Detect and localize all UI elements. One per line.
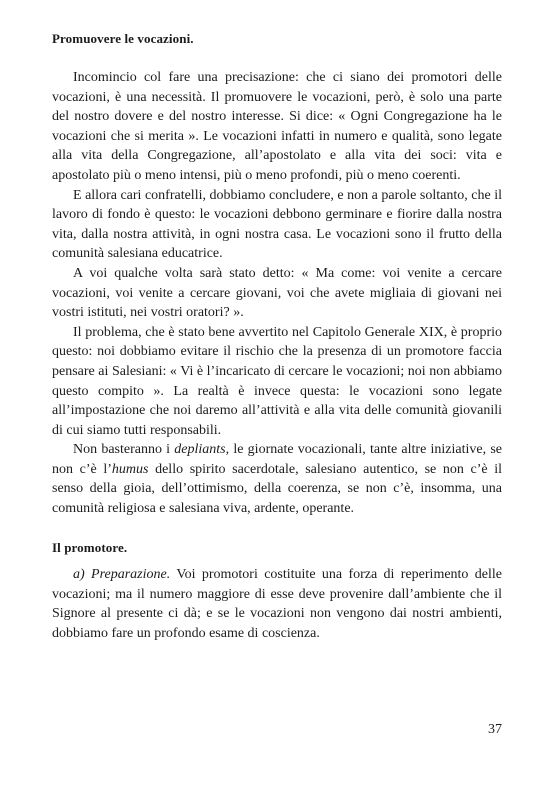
book-page	[52, 0, 502, 794]
paragraph: Incomincio col fare una precisazione: che ci siano dei promotori delle vocazioni, è una necessità. Il promuovere le vocazioni, però, è solo una parte del nostro dovere e del nostro interesse. Si dice: « Ogni Congregazione ha le vocazioni che si merita ». Le vocazioni infatti in numero e qualità, sono legate alla vita della Congregazione, all’apostolato e alla vita dei soci: vita e apostolato più o meno intensi, più o meno profondi, più o meno coerenti.	[52, 70, 502, 183]
section-body-promuovere	[52, 68, 502, 519]
section-heading-promotore: Il promotore.	[52, 540, 128, 555]
text-run: Non basteranno i	[73, 442, 175, 458]
page-number: 37	[488, 722, 502, 737]
paragraph	[52, 440, 502, 518]
paragraph: E allora cari confratelli, dobbiamo concludere, e non a parole soltanto, che il lavoro di fondo è questo: le vocazioni debbono germinare e fiorire dalla nostra vita, dalla nostra attività, in ogni nostra casa. Le vocazioni sono il frutto della comunità salesiana educatrice.	[52, 187, 502, 262]
text-run: dello spirito sacerdotale, salesiano autentico, se non c’è il senso della gioia, dell’ottimismo, della coerenza, se non c’è, insomma, una comunità religiosa e salesiana viva, ardente, operante.	[52, 461, 502, 517]
paragraph	[52, 565, 502, 643]
text-run: , le giornate vocazionali, tante altre iniziative, se non c’è l’	[52, 442, 502, 477]
italic-term-depliants: depliants	[174, 442, 226, 458]
italic-term-humus: humus	[111, 461, 149, 477]
subsection-label-preparazione: a) Preparazione.	[73, 567, 171, 582]
section-heading-promuovere: Promuovere le vocazioni.	[52, 31, 194, 46]
text-run: Voi promotori costituite una forza di reperimento delle vocazioni; ma il numero maggiore di esse deve provenire dall’ambiente che il Signore al presente ci dà; e se le vocazioni non vengono dai nostri ambienti, dobbiamo fare un profondo esame di coscienza.	[52, 567, 502, 641]
section-body-promotore	[52, 565, 502, 643]
paragraph: Il problema, che è stato bene avvertito nel Capitolo Generale XIX, è proprio questo: noi dobbiamo evitare il rischio che la presenza di un promotore faccia pensare ai Salesiani: « Vi è l’incaricato di cercare le vocazioni; noi non abbiamo questo compito ». La realtà è invece questa: le vocazioni sono legate all’impostazione che noi daremo all’attività e alla vita delle comunità giovanili di cui siamo tutti responsabili.	[52, 324, 502, 438]
paragraph: A voi qualche volta sarà stato detto: « Ma come: voi venite a cercare vocazioni, voi venite a cercare giovani, voi che avete migliaia di giovani nei vostri istituti, nei vostri oratori? ».	[52, 265, 502, 321]
